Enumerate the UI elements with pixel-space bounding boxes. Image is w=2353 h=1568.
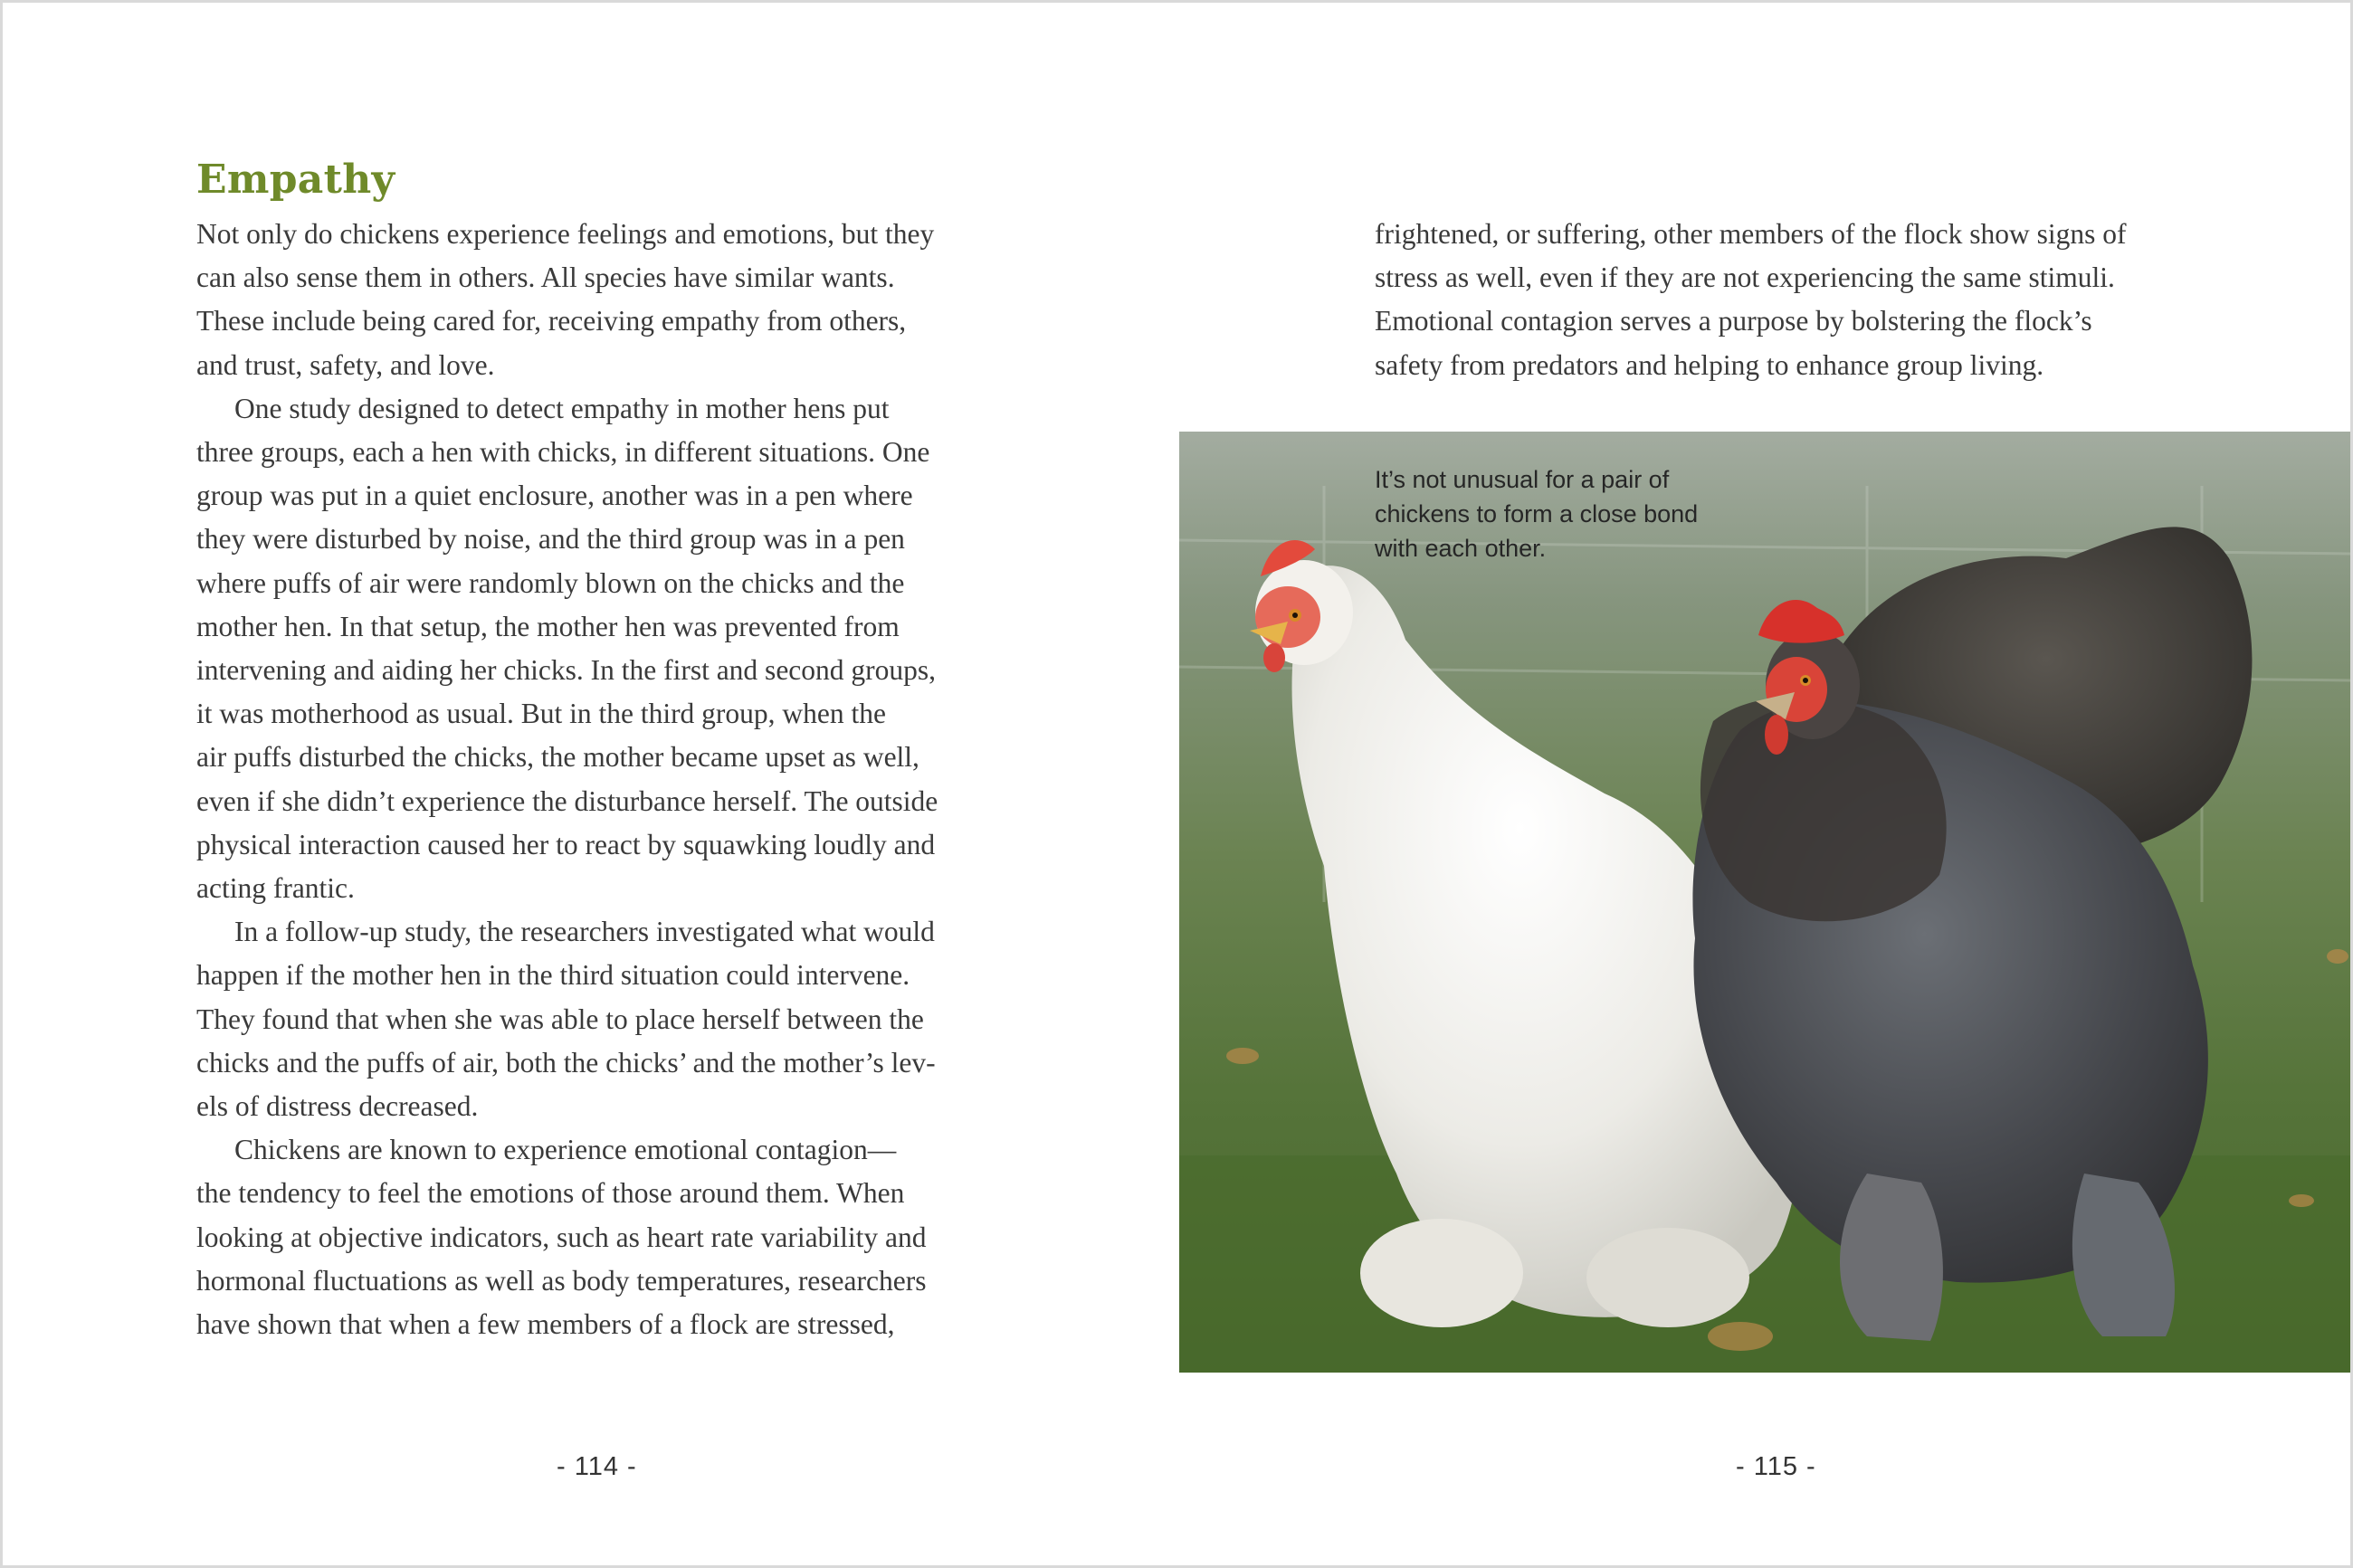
page-number-right: - 115 -: [1736, 1452, 1816, 1481]
page-number-left: - 114 -: [557, 1452, 637, 1481]
text-line: acting frantic.: [196, 872, 355, 905]
text-line: els of distress decreased.: [196, 1090, 479, 1123]
photo-caption: [1375, 462, 1698, 565]
text-line: looking at objective indicators, such as heart rate variability and: [196, 1221, 927, 1253]
text-line: Chickens are known to experience emotional contagion—: [234, 1134, 897, 1166]
book-spread: [3, 3, 2350, 1565]
text-line: safety from predators and helping to enhance group living.: [1375, 348, 2044, 381]
chickens-illustration: [1179, 432, 2350, 1373]
section-heading: Empathy: [196, 157, 395, 203]
text-line: Emotional contagion serves a purpose by bolstering the flock’s: [1375, 305, 2092, 337]
caption-line: with each other.: [1375, 535, 1547, 562]
left-body-text: [196, 213, 993, 1346]
text-line: have shown that when a few members of a flock are stressed,: [196, 1308, 895, 1341]
text-line: even if she didn’t experience the disturbance herself. The outside: [196, 784, 938, 817]
text-line: group was put in a quiet enclosure, another was in a pen where: [196, 480, 913, 512]
text-line: three groups, each a hen with chicks, in different situations. One: [196, 436, 930, 469]
text-line: They found that when she was able to place herself between the: [196, 1003, 924, 1035]
chickens-photo: [1179, 432, 2350, 1373]
text-line: One study designed to detect empathy in mother hens put: [234, 392, 890, 424]
text-line: physical interaction caused her to react by squawking loudly and: [196, 828, 936, 860]
text-line: frightened, or suffering, other members of the flock show signs of: [1375, 218, 2127, 250]
caption-line: chickens to form a close bond: [1375, 500, 1699, 527]
text-line: Not only do chickens experience feelings and emotions, but they: [196, 218, 935, 250]
text-line: These include being cared for, receiving empathy from others,: [196, 305, 907, 337]
text-line: mother hen. In that setup, the mother hen was prevented from: [196, 610, 900, 642]
text-line: it was motherhood as usual. But in the third group, when the: [196, 698, 887, 730]
text-line: the tendency to feel the emotions of those around them. When: [196, 1177, 905, 1210]
text-line: can also sense them in others. All species have similar wants.: [196, 261, 895, 294]
right-body-text: [1375, 213, 2171, 387]
text-line: they were disturbed by noise, and the third group was in a pen: [196, 523, 905, 556]
text-line: chicks and the puffs of air, both the chicks’ and the mother’s lev-: [196, 1046, 936, 1079]
text-line: hormonal fluctuations as well as body temperatures, researchers: [196, 1264, 927, 1297]
text-line: intervening and aiding her chicks. In the first and second groups,: [196, 654, 937, 687]
text-line: stress as well, even if they are not experiencing the same stimuli.: [1375, 261, 2115, 294]
caption-line: It’s not unusual for a pair of: [1375, 466, 1670, 493]
text-line: happen if the mother hen in the third situation could intervene.: [196, 959, 910, 992]
text-line: and trust, safety, and love.: [196, 348, 495, 381]
left-page: [3, 3, 1176, 1565]
text-line: In a follow-up study, the researchers investigated what would: [234, 916, 935, 948]
text-line: air puffs disturbed the chicks, the mother became upset as well,: [196, 741, 919, 774]
text-line: where puffs of air were randomly blown on the chicks and the: [196, 566, 905, 599]
